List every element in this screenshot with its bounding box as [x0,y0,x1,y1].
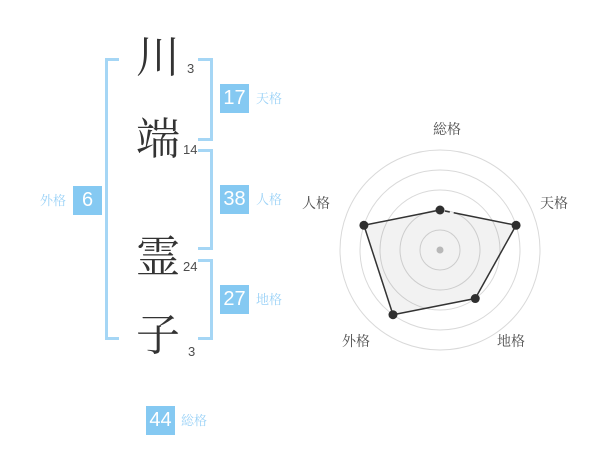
radar-chart [300,100,600,370]
tenkaku-label: 天格 [256,91,283,106]
chikaku-badge: 27 [220,285,249,314]
stroke-count: 24 [183,259,198,274]
name-character: 子 [136,311,180,360]
radar-label-jinkaku: 人格 [302,195,330,211]
jinkaku-bracket [198,149,213,250]
tenkaku-bracket [198,58,213,141]
radar-label-gaikaku: 外格 [342,333,370,349]
radar-label-tenkaku: 天格 [540,195,568,211]
gaikaku-label: 外格 [40,193,67,208]
stroke-count: 3 [188,344,196,359]
chikaku-bracket [198,259,213,340]
name-character: 端 [136,115,180,164]
stroke-count: 3 [187,61,195,76]
gaikaku-badge: 6 [73,186,102,215]
jinkaku-label: 人格 [256,192,283,207]
stroke-count: 14 [183,142,198,157]
gaikaku-bracket [105,58,119,340]
soukaku-badge: 44 [146,406,175,435]
tenkaku-badge: 17 [220,84,249,113]
radar-label-soukaku: 総格 [433,121,461,137]
radar-svg [300,100,600,370]
chikaku-label: 地格 [256,292,283,307]
name-character: 霊 [136,233,180,282]
jinkaku-badge: 38 [220,185,249,214]
name-character: 川 [136,33,180,82]
radar-label-chikaku: 地格 [497,333,525,349]
soukaku-label: 総格 [181,413,208,428]
